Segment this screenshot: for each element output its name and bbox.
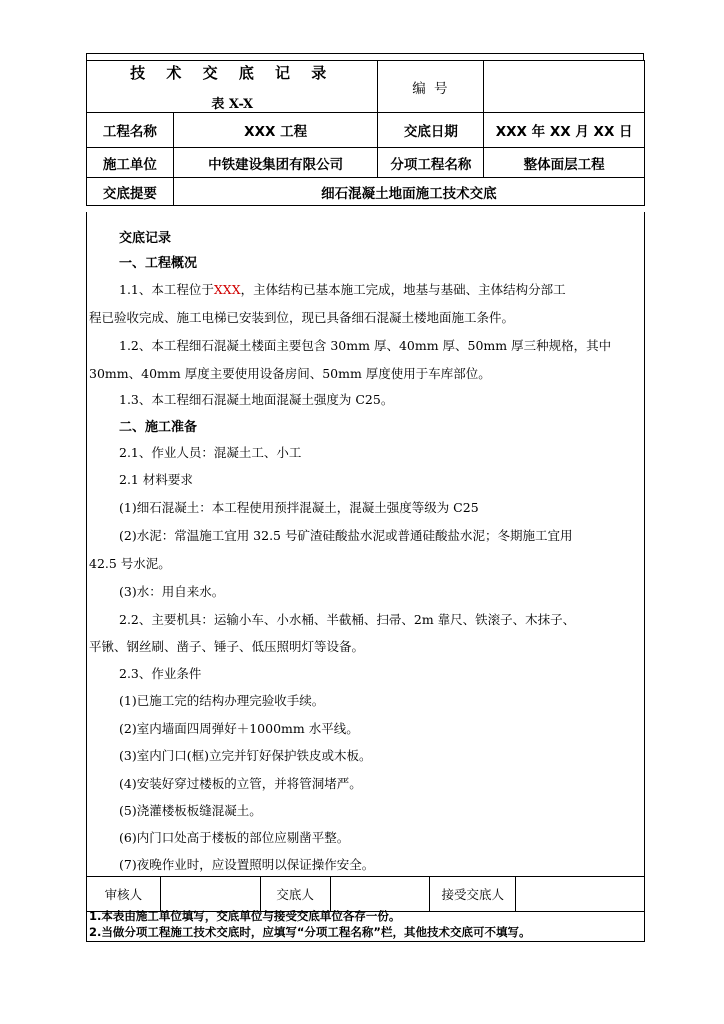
condition-5: (5)浇灌楼板板缝混凝土。 xyxy=(119,803,262,818)
discloser-label: 交底人 xyxy=(260,877,330,912)
reviewer-signature[interactable] xyxy=(160,877,260,912)
record-title: 交底记录 xyxy=(119,231,172,246)
receiver-signature[interactable] xyxy=(516,877,645,912)
summary-value[interactable]: 细石混凝土地面施工技术交底 xyxy=(173,178,644,206)
date-label: 交底日期 xyxy=(378,113,484,148)
number-value[interactable] xyxy=(484,61,645,113)
note-1: 1.本表由施工单位填写，交底单位与接受交底单位各存一份。 xyxy=(89,909,401,923)
para-2-2-line-1: 2.2、主要机具：运输小车、小水桶、半截桶、扫帚、2m 靠尺、铁滚子、木抹子、 xyxy=(119,612,576,627)
receiver-label: 接受交底人 xyxy=(430,877,516,912)
project-name-label: 工程名称 xyxy=(87,113,174,148)
section-1-title: 一、工程概况 xyxy=(119,256,198,271)
record-content xyxy=(86,212,645,876)
para-2-3: 2.3、作业条件 xyxy=(119,666,202,681)
para-1-2-line-2: 30mm、40mm 厚度主要使用设备房间、50mm 厚度使用于车库部位。 xyxy=(89,366,491,381)
sub-project-value[interactable]: 整体面层工程 xyxy=(484,148,645,178)
condition-3: (3)室内门口(框)立完并钉好保护铁皮或木板。 xyxy=(119,748,372,763)
condition-1: (1)已施工完的结构办理完验收手续。 xyxy=(119,693,325,708)
form-title: 技 术 交 底 记 录 xyxy=(130,63,335,82)
para-2-1: 2.1、作业人员：混凝土工、小工 xyxy=(119,445,302,460)
unit-label: 施工单位 xyxy=(87,148,174,178)
para-2-2-line-2: 平锹、钢丝刷、凿子、锤子、低压照明灯等设备。 xyxy=(89,639,365,654)
form-title-cell xyxy=(87,61,378,113)
para-1-1-post: ，主体结构已基本施工完成，地基与基础、主体结构分部工 xyxy=(240,282,566,297)
reviewer-label: 审核人 xyxy=(87,877,161,912)
header-table xyxy=(86,60,645,206)
project-name-value[interactable]: XXX 工程 xyxy=(173,113,378,148)
para-1-1-pre: 1.1、本工程位于 xyxy=(119,282,214,297)
condition-6: (6)内门口处高于楼板的部位应剔凿平整。 xyxy=(119,830,350,845)
unit-value[interactable]: 中铁建设集团有限公司 xyxy=(173,148,378,178)
material-3: (3)水：用自来水。 xyxy=(119,584,225,599)
para-2-1-materials: 2.1 材料要求 xyxy=(119,472,193,487)
section-2-title: 二、施工准备 xyxy=(119,420,198,435)
para-1-3: 1.3、本工程细石混凝土地面混凝土强度为 C25。 xyxy=(119,392,394,407)
note-2: 2.当做分项工程施工技术交底时，应填写“分项工程名称”栏，其他技术交底可不填写。 xyxy=(89,925,531,939)
material-2-line-2: 42.5 号水泥。 xyxy=(89,556,171,571)
form-notes xyxy=(86,908,645,942)
material-1: (1)细石混凝土：本工程使用预拌混凝土，混凝土强度等级为 C25 xyxy=(119,500,479,515)
para-1-2-line-1: 1.2、本工程细石混凝土楼面主要包含 30mm 厚、40mm 厚、50mm 厚三种规格，其中 xyxy=(119,338,612,353)
material-2-line-1: (2)水泥：常温施工宜用 32.5 号矿渣硅酸盐水泥或普通硅酸盐水泥；冬期施工宜用 xyxy=(119,528,573,543)
signature-table xyxy=(86,876,645,912)
sub-project-label: 分项工程名称 xyxy=(378,148,484,178)
date-value[interactable]: XXX 年 XX 月 XX 日 xyxy=(484,113,645,148)
para-1-1-line-1 xyxy=(119,280,566,298)
number-label: 编 号 xyxy=(378,61,484,113)
condition-2: (2)室内墙面四周弹好＋1000mm 水平线。 xyxy=(119,721,359,736)
condition-7: (7)夜晚作业时，应设置照明以保证操作安全。 xyxy=(119,857,375,872)
condition-4: (4)安装好穿过楼板的立管，并将管洞堵严。 xyxy=(119,776,362,791)
discloser-signature[interactable] xyxy=(330,877,430,912)
form-number: 表 X-X xyxy=(211,96,254,112)
para-1-1-line-2: 程已验收完成、施工电梯已安装到位，现已具备细石混凝土楼地面施工条件。 xyxy=(89,310,515,325)
location-placeholder: XXX xyxy=(213,282,241,297)
summary-label: 交底提要 xyxy=(87,178,174,206)
